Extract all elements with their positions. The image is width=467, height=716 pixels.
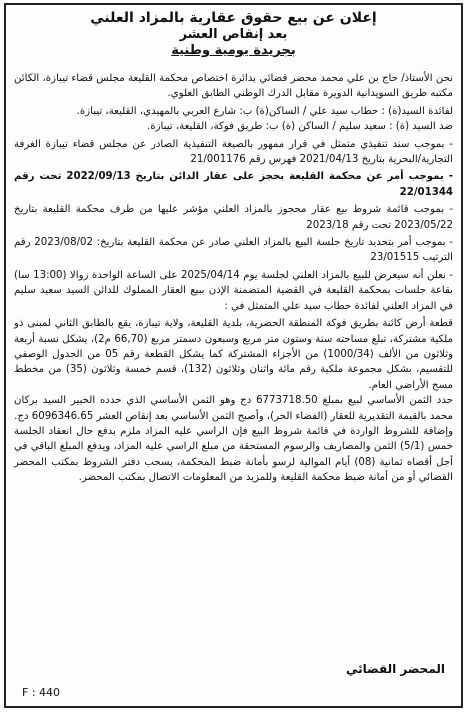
announcement-title: إعلان عن بيع حقوق عقارية بالمزاد العلني xyxy=(90,10,377,26)
paragraph-session-order: - بموجب أمر بتحديد تاريخ جلسة البيع بالمزاد العلني صادر عن محكمة القليعة بتاريخ: 2023/08/02 رقم الترتيب 23/01515 xyxy=(14,237,453,264)
bailiff-intro: نحن الأستاذ/ حاج بن علي محمد محضر قضائي بدائرة اختصاص محكمة القليعة مجلس قضاء تيبازة، الكائن مكتبه طريق السويدانية الدويرة مقابل الدرك الوطني الطابق العلوي. xyxy=(14,73,453,100)
paragraph-executive-title: - بموجب سند تنفيذي متمثل في قرار ممهور بالصيغة التنفيذية الصادر عن مجلس قضاء تيبازة الغرفة التجارية/البحرية بتاريخ 2021/04/13 فهرس رقم 21/001176 xyxy=(14,138,453,166)
publication-code: F : 440 xyxy=(22,686,61,699)
paragraph-seizure-order: - بموجب أمر عن محكمة القليعة بحجز على عقار الدائن بتاريخ 2022/09/13 تحت رقم 22/01344 xyxy=(14,171,453,198)
announcement-page xyxy=(4,3,463,708)
paragraph-base-price: حدد الثمن الأساسي لبيع بمبلغ 6773718.50 دج وهو الثمن الأساسي الذي حدده الخبير السيد بركان محمد بالقيمة التقديرية للعقار (الفضاء الحر)، وأصبح الثمن الأساسي بعد إنقاص العشر 6096346.65 دج. xyxy=(14,395,453,422)
bailiff-signature-label: المحضر القضائي xyxy=(345,662,445,676)
announcement-header xyxy=(6,5,461,59)
paragraph-payment-terms: وإضافة للشروط الواردة في قائمة شروط البيع فإن الراسي عليه المزاد ملزم بدفع حال انعقاد الجلسة خمس (5/1) الثمن والمصاريف والرسوم المستحقة من مبلغ الراسي عليه المزاد، ويدفع المبلغ الباقي في أجل أقصاه ثمانية (08) أيام الموالية لرسو بأمانة ضبط المحكمة، يسحب دفتر الشروط بمكتب المحضر القضائي أو من أمانة ضبط محكمة القليعة وللمزيد من المعلومات الاتصال بمكتب المحضر. xyxy=(14,425,453,484)
beneficiary-party: لفائدة السيد(ة) : حطاب سيد علي / الساكن(ة) ب: شارع العربي بالمهيدي، القليعة، تيبازة. xyxy=(76,105,453,117)
paragraph-property-description: قطعة أرض كائنة بطريق فوكة المنطقة الحضرية، بلدية القليعة، ولاية تيبازة، يقع بالطابق الثاني لمبنى ذو ملكية مشتركة، تبلغ مساحته ستة وستون متر مربع وسبعون دسمتر مربع (66,70 م2)، يشكل نسبة أربعة وثلاثون من الألف (1000/34) من الأجزاء المشتركة كما يشكل القطعة رقم 05 من الجدول الوصفي للتقسيم، بشكل مجموعة ملكية رقم مائة واثنان وثلاثون (132)، قسم خمسة وثلاثون (35) من مخطط مسح الأراضي العام. xyxy=(14,318,453,391)
paragraph-auction-notice: - نعلن أنه سيعرض للبيع بالمزاد العلني لجلسة يوم 2025/04/14 على الساعة الواحدة زوالا (13:00 سا) بقاعة جلسات بمحكمة القليعة في القضية المتضمنة الإذن ببيع العقار المملوك للدائن السيد سعيد سليم في المزاد العلني لفائدة حطاب سيد علي المتمثل في : xyxy=(14,269,453,312)
announcement-body xyxy=(14,71,453,486)
announcement-publication: بجريدة يومية وطنية xyxy=(171,43,296,58)
paragraph-conditions-list: - بموجب قائمة شروط بيع عقار محجوز بالمزاد العلني مؤشر عليها من طرف محكمة القليعة بتاريخ 2023/05/22 تحت رقم 2023/18 xyxy=(14,204,453,231)
announcement-subtitle: بعد إنقاص العشر xyxy=(179,27,288,42)
debtor-party: ضد السيد (ة) : سعيد سليم / الساكن (ة) ب: طريق فوكة، القليعة، تيبازة. xyxy=(147,121,453,133)
